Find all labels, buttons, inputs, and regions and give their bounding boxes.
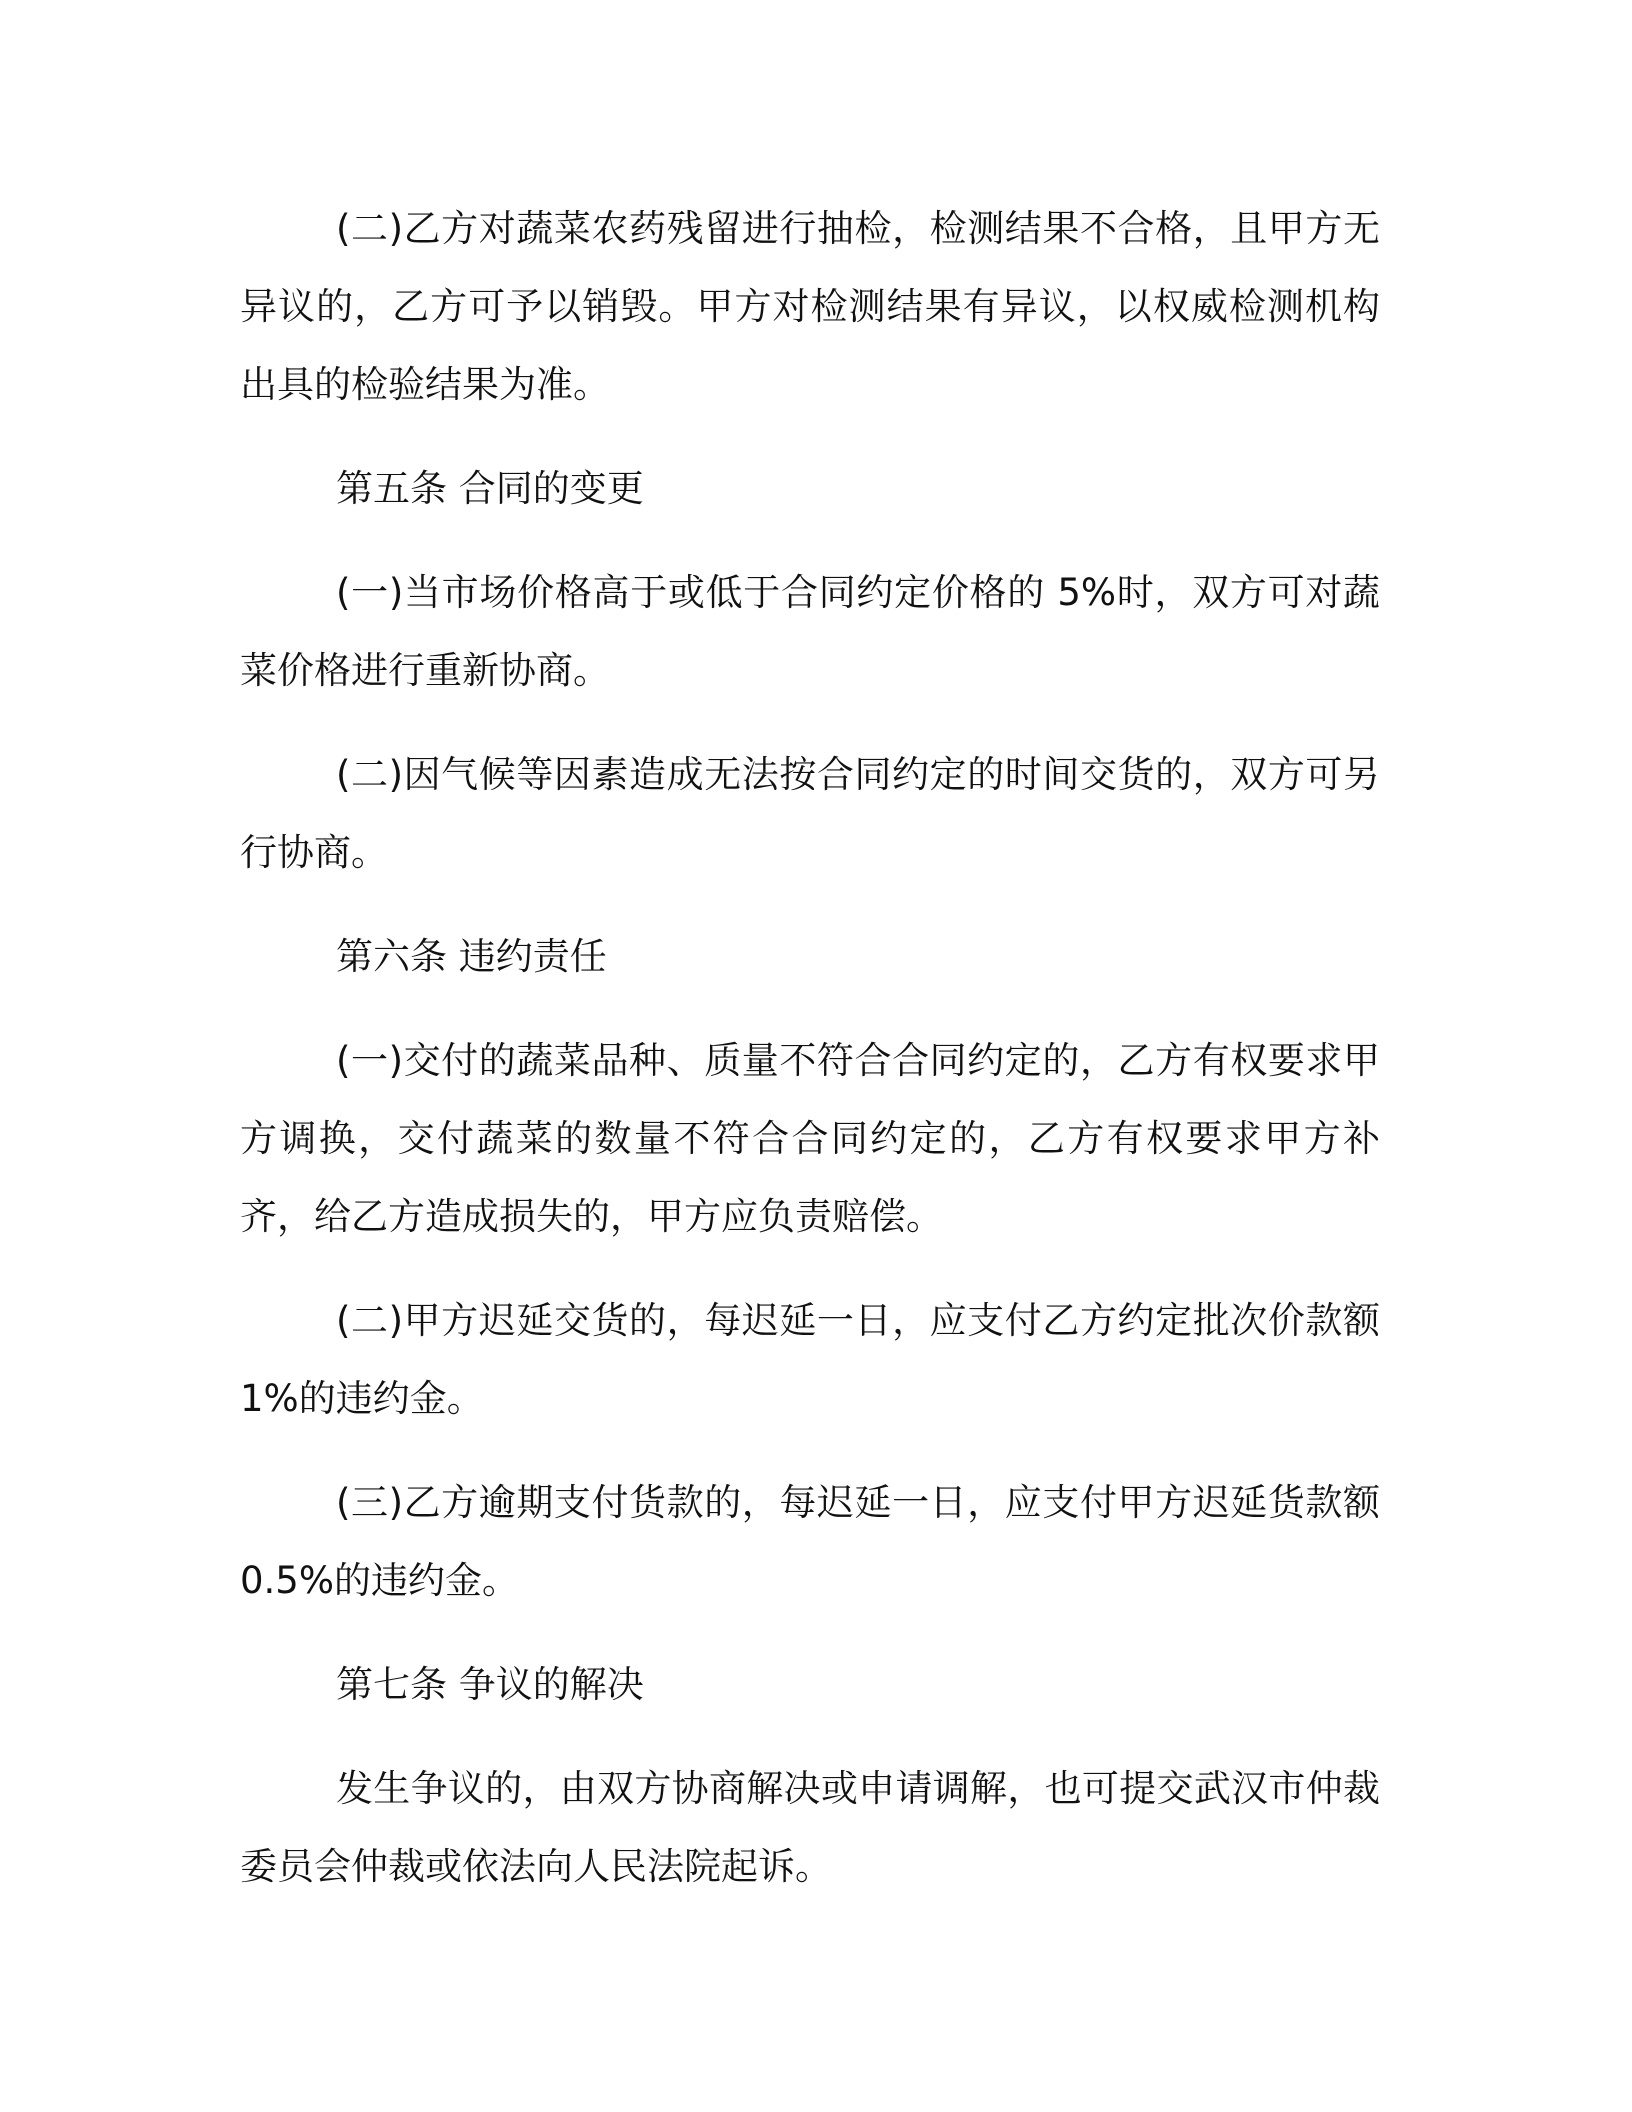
clause-4-item-2: (二)乙方对蔬菜农药残留进行抽检，检测结果不合格，且甲方无异议的，乙方可予以销毁。甲方对检测结果有异议，以权威检测机构出具的检验结果为准。 <box>240 207 1380 406</box>
clause-7-text: 发生争议的，由双方协商解决或申请调解，也可提交武汉市仲裁委员会仲裁或依法向人民法院起诉。 <box>240 1767 1380 1888</box>
article-6-heading: 第六条 违约责任 <box>336 935 607 978</box>
article-7-heading: 第七条 争议的解决 <box>336 1663 644 1706</box>
clause-5-item-1: (一)当市场价格高于或低于合同约定价格的 5%时，双方可对蔬菜价格进行重新协商。 <box>240 571 1380 692</box>
article-5-heading: 第五条 合同的变更 <box>336 467 644 510</box>
clause-5-item-2: (二)因气候等因素造成无法按合同约定的时间交货的，双方可另行协商。 <box>240 753 1380 874</box>
clause-6-item-3: (三)乙方逾期支付货款的，每迟延一日，应支付甲方迟延货款额0.5%的违约金。 <box>240 1481 1380 1602</box>
clause-6-item-1: (一)交付的蔬菜品种、质量不符合合同约定的，乙方有权要求甲方调换，交付蔬菜的数量不符合合同约定的，乙方有权要求甲方补齐，给乙方造成损失的，甲方应负责赔偿。 <box>240 1039 1380 1238</box>
document-body <box>240 190 1380 1932</box>
clause-6-item-2: (二)甲方迟延交货的，每迟延一日，应支付乙方约定批次价款额1%的违约金。 <box>240 1299 1380 1420</box>
